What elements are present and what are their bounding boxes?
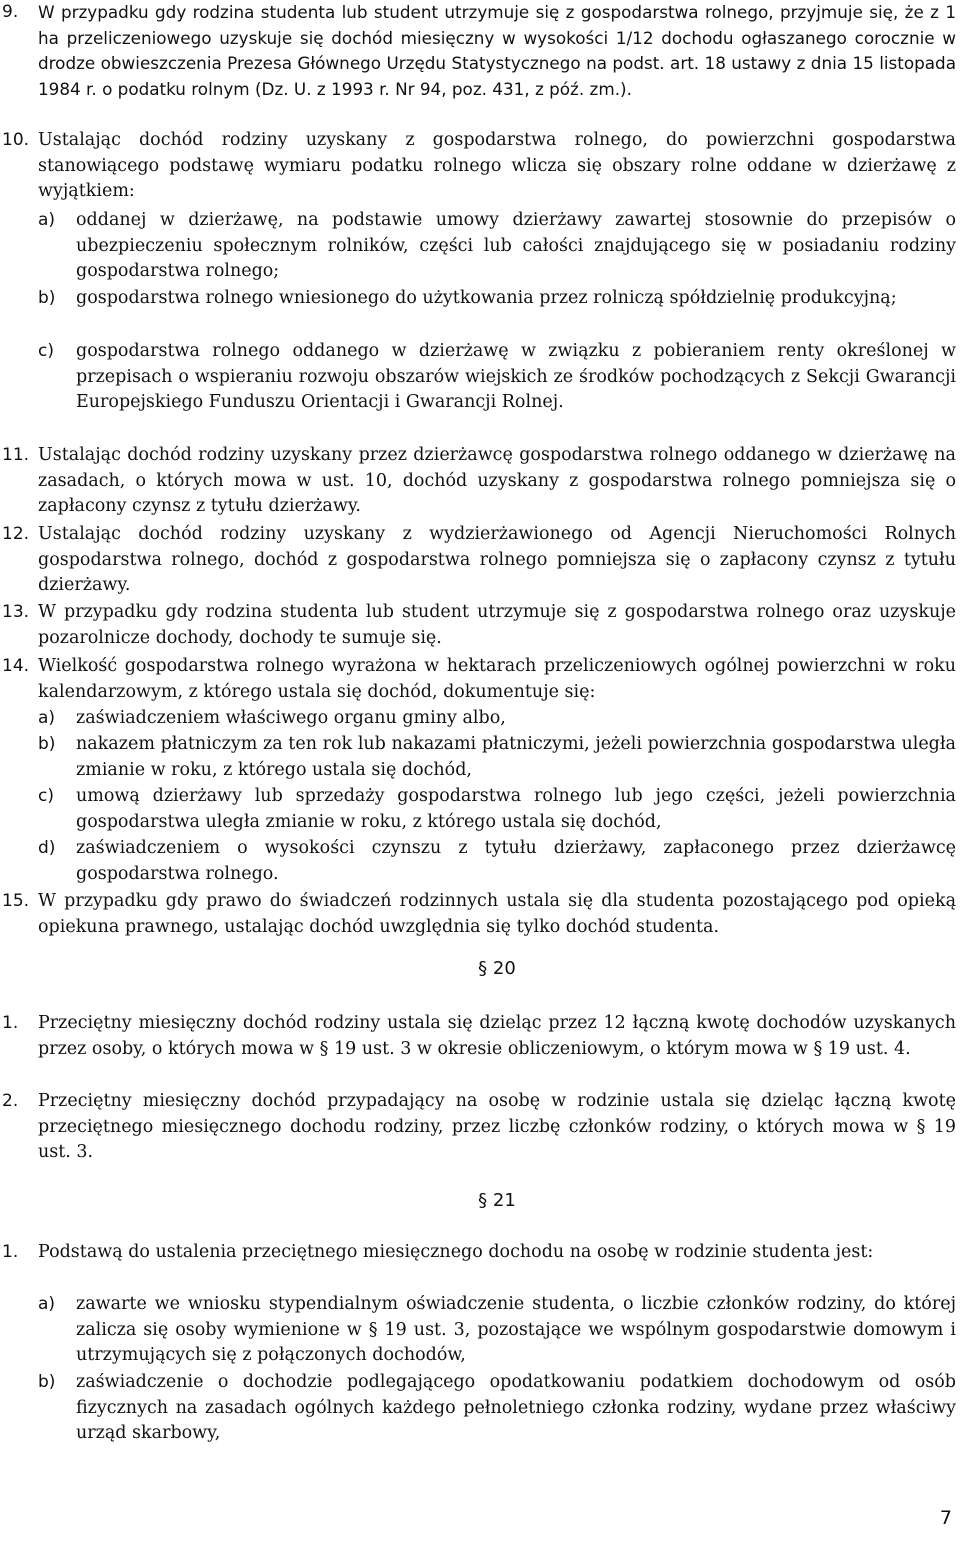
item-number: 13. (2, 602, 30, 622)
sub-item-letter: b) (38, 288, 56, 308)
section-21-paragraph-1-b (38, 1370, 956, 1447)
sub-item-text: oddanej w dzierżawę, na podstawie umowy dzierżawy zawartej stosownie do przepisów o ubezpieczeniu społecznym rolników, części lub całości znajdującego się w posiadaniu rodziny gospodarstwa rolnego; (76, 210, 956, 282)
paragraph-10-b (38, 286, 956, 312)
sub-item-text: zaświadczeniem o wysokości czynszu z tytułu dzierżawy, zapłaconego przez dzierżawcę gospodarstwa rolnego. (76, 838, 956, 884)
paragraph-14-d (38, 836, 956, 887)
item-text: Podstawą do ustalenia przeciętnego miesięcznego dochodu na osobę w rodzinie studenta jest: (38, 1242, 874, 1262)
paragraph-9 (0, 0, 956, 102)
section-20-paragraph-2 (0, 1089, 956, 1166)
paragraph-12 (0, 522, 956, 599)
section-heading-20: § 20 (478, 958, 516, 979)
sub-item-text: zaświadczeniem właściwego organu gminy albo, (76, 708, 506, 728)
item-text: W przypadku gdy rodzina studenta lub student utrzymuje się z gospodarstwa rolnego, przyjmuje się, że z 1 ha przeliczeniowego uzyskuje się dochód miesięczny w wysokości 1/12 dochodu ogłaszanego corocznie w drodze obwieszczenia Prezesa Głównego Urzędu Statystycznego na podst. art. 18 ustawy z dnia 15 listopada 1984 r. o podatku rolnym (Dz. U. z 1993 r. Nr 94, poz. 431, z póź. zm.). (38, 2, 956, 99)
sub-item-text: umową dzierżawy lub sprzedaży gospodarstwa rolnego lub jego części, jeżeli powierzchnia gospodarstwa uległa zmianie w roku, z którego ustala się dochód, (76, 786, 956, 832)
paragraph-14-c (38, 784, 956, 835)
paragraph-14 (0, 654, 956, 705)
item-number: 2. (2, 1091, 19, 1111)
paragraph-11 (0, 443, 956, 520)
paragraph-10 (0, 128, 956, 205)
sub-item-letter: d) (38, 838, 56, 858)
sub-item-letter: a) (38, 210, 56, 230)
section-20-paragraph-1 (0, 1011, 956, 1062)
section-21-paragraph-1 (0, 1240, 956, 1266)
sub-item-text: gospodarstwa rolnego wniesionego do użytkowania przez rolniczą spółdzielnię produkcyjną; (76, 288, 897, 308)
item-number: 11. (2, 445, 30, 465)
section-heading-21: § 21 (478, 1190, 516, 1211)
sub-item-letter: c) (38, 786, 54, 806)
section-21-paragraph-1-a (38, 1292, 956, 1369)
item-text: Przeciętny miesięczny dochód rodziny ustala się dzieląc przez 12 łączną kwotę dochodów uzyskanych przez osoby, o których mowa w § 19 ust. 3 w okresie obliczeniowym, o którym mowa w § 19 ust. 4. (38, 1013, 956, 1059)
sub-item-text: zawarte we wniosku stypendialnym oświadczenie studenta, o liczbie członków rodziny, do której zalicza się osoby wymienione w § 19 ust. 3, pozostające we wspólnym gospodarstwie domowym i utrzymujących się z połączonych dochodów, (76, 1294, 956, 1366)
paragraph-10-a (38, 208, 956, 285)
sub-item-text: nakazem płatniczym za ten rok lub nakazami płatniczymi, jeżeli powierzchnia gospodarstwa uległa zmianie w roku, z którego ustala się dochód, (76, 734, 956, 780)
item-text: Ustalając dochód rodziny uzyskany przez dzierżawcę gospodarstwa rolnego oddanego w dzierżawę na zasadach, o których mowa w ust. 10, dochód uzyskany z gospodarstwa rolnego pomniejsza się o zapłacony czynsz z tytułu dzierżawy. (38, 445, 956, 517)
paragraph-15 (0, 889, 956, 940)
item-number: 12. (2, 524, 30, 544)
item-text: Przeciętny miesięczny dochód przypadający na osobę w rodzinie ustala się dzieląc łączną kwotę przeciętnego miesięcznego dochodu rodziny, przez liczbę członków rodziny, o których mowa w § 19 ust. 3. (38, 1091, 956, 1163)
item-number: 14. (2, 656, 30, 676)
sub-item-letter: a) (38, 1294, 56, 1314)
sub-item-text: gospodarstwa rolnego oddanego w dzierżawę w związku z pobieraniem renty określonej w przepisach o wspieraniu rozwoju obszarów wiejskich ze środków pochodzących z Sekcji Gwarancji Europejskiego Funduszu Orientacji i Gwarancji Rolnej. (76, 341, 956, 413)
sub-item-letter: c) (38, 341, 54, 361)
paragraph-14-a (38, 706, 956, 732)
sub-item-letter: b) (38, 1372, 56, 1392)
sub-item-text: zaświadczenie o dochodzie podlegającego opodatkowaniu podatkiem dochodowym od osób fizycznych na zasadach ogólnych każdego pełnoletniego członka rodziny, wydane przez właściwy urząd skarbowy, (76, 1372, 956, 1444)
paragraph-13 (0, 600, 956, 651)
item-text: Ustalając dochód rodziny uzyskany z wydzierżawionego od Agencji Nieruchomości Rolnych gospodarstwa rolnego, dochód z gospodarstwa rolnego pomniejsza się o zapłacony czynsz z tytułu dzierżawy. (38, 524, 956, 596)
item-text: W przypadku gdy prawo do świadczeń rodzinnych ustala się dla studenta pozostającego pod opieką opiekuna prawnego, ustalając dochód uwzględnia się tylko dochód studenta. (38, 891, 956, 937)
item-number: 1. (2, 1013, 19, 1033)
page-number: 7 (939, 1507, 952, 1529)
item-text: Ustalając dochód rodziny uzyskany z gospodarstwa rolnego, do powierzchni gospodarstwa stanowiącego podstawę wymiaru podatku rolnego wlicza się obszary rolne oddane w dzierżawę z wyjątkiem: (38, 130, 956, 202)
item-number: 1. (2, 1242, 19, 1262)
item-number: 9. (2, 2, 19, 22)
sub-item-letter: b) (38, 734, 56, 754)
item-number: 15. (2, 891, 30, 911)
item-text: Wielkość gospodarstwa rolnego wyrażona w hektarach przeliczeniowych ogólnej powierzchni w roku kalendarzowym, z którego ustala się dochód, dokumentuje się: (38, 656, 956, 702)
item-text: W przypadku gdy rodzina studenta lub student utrzymuje się z gospodarstwa rolnego oraz uzyskuje pozarolnicze dochody, dochody te sumuje się. (38, 602, 956, 648)
paragraph-14-b (38, 732, 956, 783)
paragraph-10-c (38, 339, 956, 416)
item-number: 10. (2, 130, 30, 150)
sub-item-letter: a) (38, 708, 56, 728)
